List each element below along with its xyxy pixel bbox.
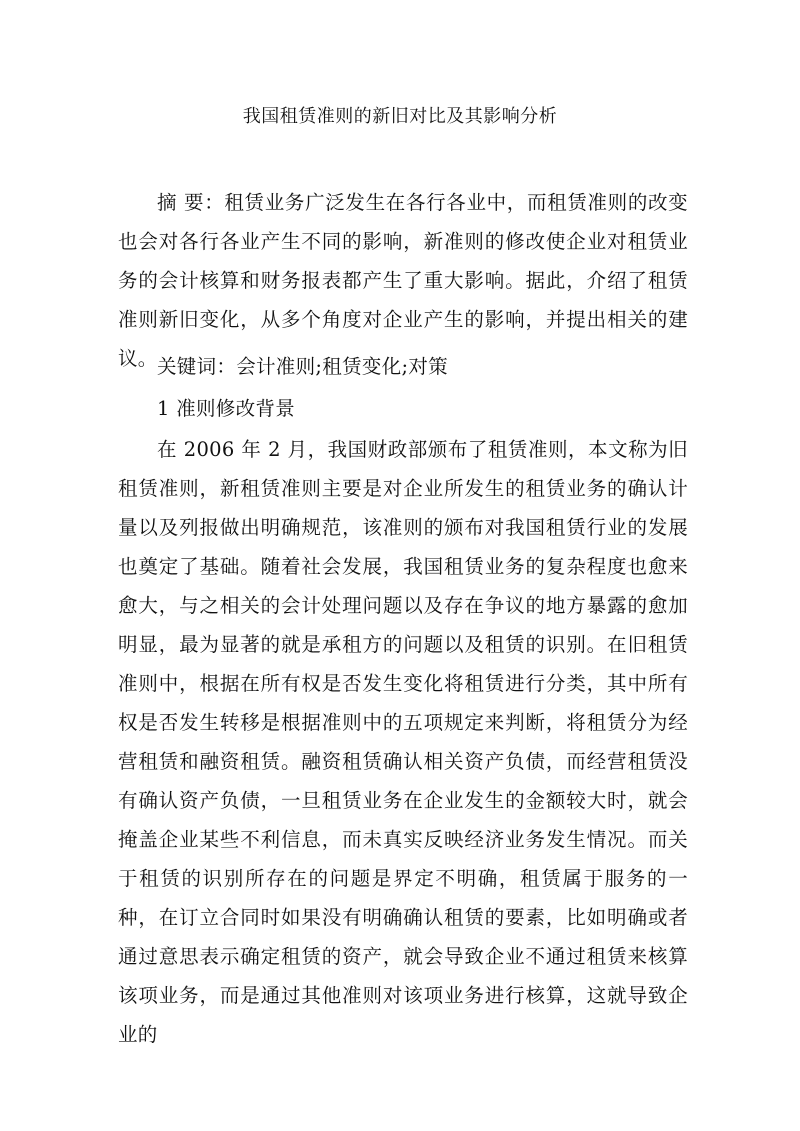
abstract-paragraph: 摘 要：租赁业务广泛发生在各行各业中，而租赁准则的改变也会对各行各业产生不同的影响，新准则的修改使企业对租赁业务的会计核算和财务报表都产生了重大影响。据此，介绍了租赁准则新旧变化，从多个角度对企业产生的影响，并提出相关的建议。 xyxy=(118,191,688,370)
keywords-section xyxy=(118,347,688,386)
document-title: 我国租赁准则的新旧对比及其影响分析 xyxy=(242,106,558,127)
body-paragraph: 在 2006 年 2 月，我国财政部颁布了租赁准则，本文称为旧租赁准则，新租赁准则主要是对企业所发生的租赁业务的确认计量以及列报做出明确规范，该准则的颁布对我国租赁行业的发展也奠定了基础。随着社会发展，我国租赁业务的复杂程度也愈来愈大，与之相关的会计处理问题以及存在争议的地方暴露的愈加明显，最为显著的就是承租方的问题以及租赁的识别。在旧租赁准则中，根据在所有权是否发生变化将租赁进行分类，其中所有权是否发生转移是根据准则中的五项规定来判断，将租赁分为经营租赁和融资租赁。融资租赁确认相关资产负债，而经营租赁没有确认资产负债，一旦租赁业务在企业发生的金额较大时，就会掩盖企业某些不利信息，而未真实反映经济业务发生情况。而关于租赁的识别所存在的问题是界定不明确，租赁属于服务的一种，在订立合同时如果没有明确确认租赁的要素，比如明确或者通过意思表示确定租赁的资产，就会导致企业不通过租赁来核算该项业务，而是通过其他准则对该项业务进行核算，这就导致企业的 xyxy=(118,438,688,1046)
keywords-line: 关键词：会计准则;租赁变化;对策 xyxy=(157,355,448,378)
body-section xyxy=(118,430,688,1054)
section-heading-block xyxy=(118,389,688,428)
section-heading: 1 准则修改背景 xyxy=(157,397,296,420)
